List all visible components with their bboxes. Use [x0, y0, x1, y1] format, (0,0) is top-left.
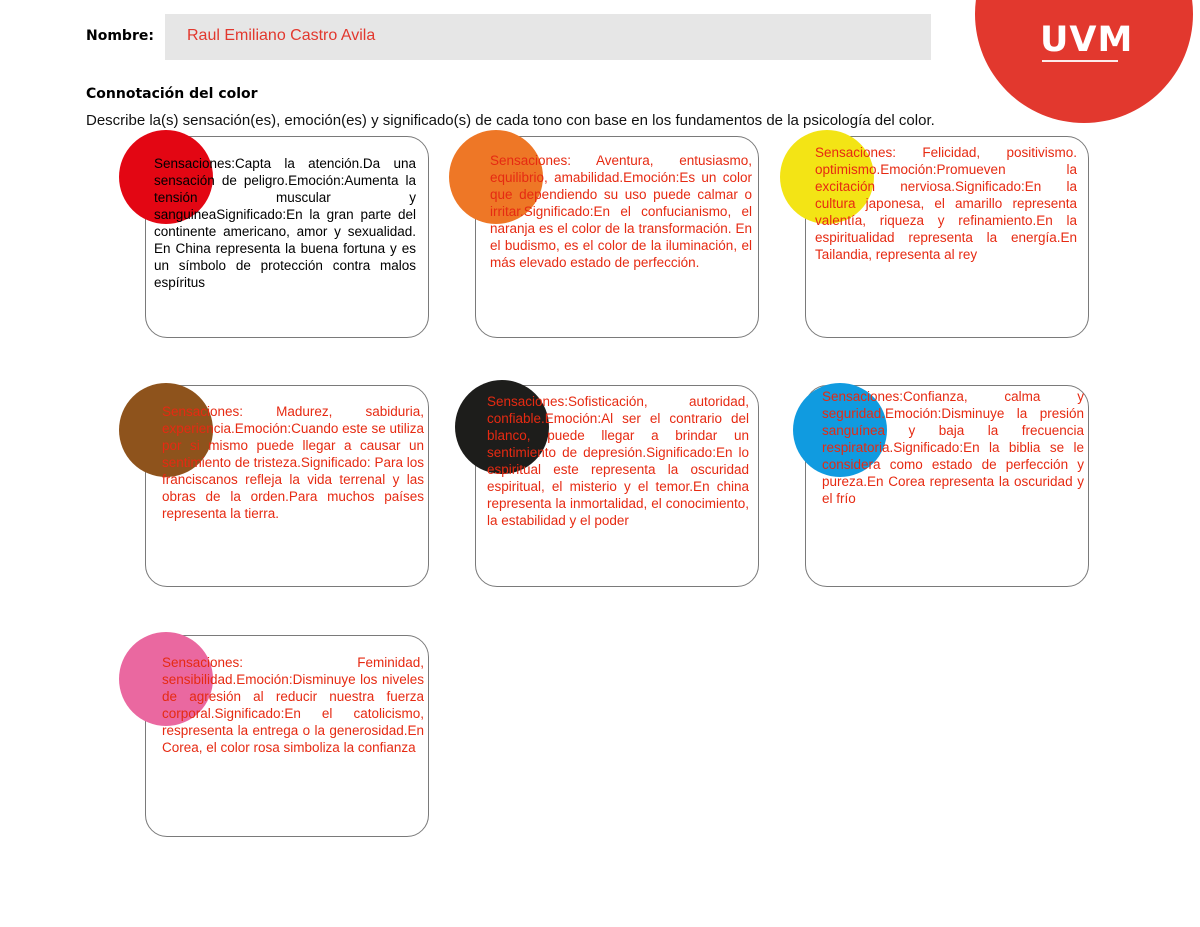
name-label: Nombre: — [86, 28, 154, 44]
pink-description: Sensaciones: Feminidad, sensibilidad.Emoción:Disminuye los niveles de agresión al reducir nuestra fuerza corporal.Significado:En el catolicismo, respresenta la entrega o la generosidad.En Corea, el color rosa simboliza la confianza — [162, 655, 424, 755]
black-description: Sensaciones:Sofisticación, autoridad, confiable.Emoción:Al ser el contrario del blanco, puede llegar a brindar un sentimiento de depresión.Significado:En lo espiritual este representa la oscuridad espiritual, el misterio y el temor.En china representa la inmortalidad, el conocimiento, la estabilidad y el poder — [487, 394, 749, 528]
blue-description: Sensaciones:Confianza, calma y seguridad.Emoción:Disminuye la presión sanguínea y baja la frecuencia respiratoria.Significado:En la biblia se le considera como estado de perfección y pureza.En Corea representa la oscuridad y el frío — [822, 389, 1084, 506]
red-description: Sensaciones:Capta la atención.Da una sensación de peligro.Emoción:Aumenta la tensión muscular y sanguineaSignificado:En la gran parte del continente americano, amor y sexualidad. En China representa la buena fortuna y es un símbolo de protección contra malos espíritus — [154, 156, 416, 290]
yellow-description: Sensaciones: Felicidad, positivismo. optimismo.Emoción:Promueven la excitación nerviosa.Significado:En la cultura japonesa, el amarillo representa valentía, riqueza y refinamiento.En la espiritualidad representa la energía.En Tailandia, representa al rey — [815, 145, 1077, 262]
orange-description: Sensaciones: Aventura, entusiasmo, equilibrio, amabilidad.Emoción:Es un color que dependiendo su uso puede calmar o irritar.Significado:En el confucianismo, el naranja es el color de la transformación. En el budismo, es el color de la iluminación, el más elevado estado de perfección. — [490, 153, 752, 270]
name-value: Raul Emiliano Castro Avila — [187, 27, 376, 44]
logo-underline — [1042, 60, 1118, 62]
instructions: Describe la(s) sensación(es), emoción(es) y significado(s) de cada tono con base en los fundamentos de la psicología del color. — [86, 112, 935, 129]
section-title: Connotación del color — [86, 86, 258, 102]
name-field[interactable] — [165, 14, 931, 60]
uvm-logo-text: UVM — [1040, 20, 1134, 60]
brown-description: Sensaciones: Madurez, sabiduria, experiencia.Emoción:Cuando este se utiliza por si mismo puede llegar a causar un sentimiento de tristeza.Significado: Para los franciscanos refleja la vida terrenal y las obras de la orden.Para muchos países representa la tierra. — [162, 404, 424, 521]
